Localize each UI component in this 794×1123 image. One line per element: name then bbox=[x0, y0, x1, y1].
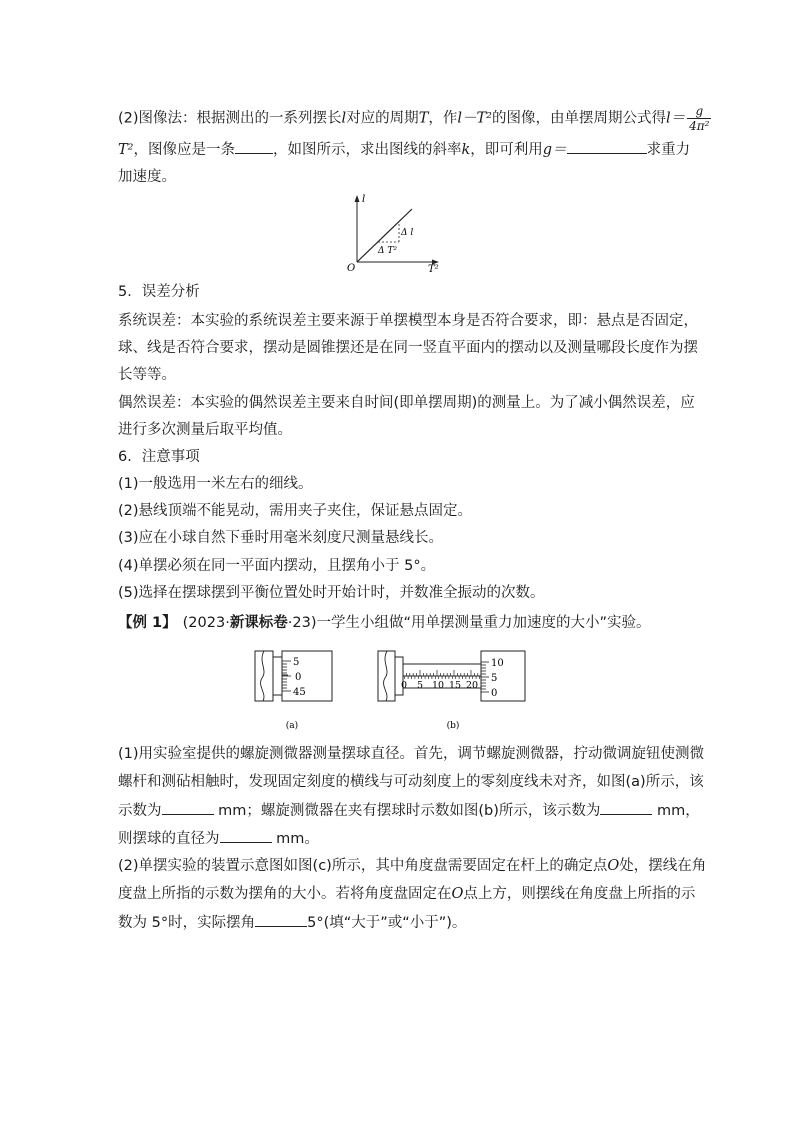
text: (5)选择在摆球摆到平衡位置处时开始计时，并数准全振动的次数。 bbox=[118, 585, 545, 601]
text: ，即可利用 bbox=[470, 142, 543, 158]
text: mm， bbox=[652, 803, 700, 819]
text: (3)应在小球自然下垂时用毫米刻度尺测量悬线长。 bbox=[118, 530, 444, 546]
note-item bbox=[118, 501, 472, 521]
sleeve-tick-label: 15 bbox=[449, 680, 462, 691]
section-6-heading bbox=[118, 447, 200, 467]
text: 求重力 bbox=[646, 142, 691, 158]
x-axis-label: T² bbox=[428, 264, 439, 274]
var-k: k bbox=[461, 142, 471, 158]
sleeve-tick-label: 0 bbox=[401, 680, 408, 691]
thimble-tick-label: 10 bbox=[491, 658, 504, 669]
question-2-line-2 bbox=[118, 884, 695, 904]
text: 点上方，则摆线在角度盘上所指的示 bbox=[463, 886, 696, 902]
point-O: O bbox=[607, 858, 620, 874]
figure-caption: (a) bbox=[285, 721, 299, 731]
tick-label: 5 bbox=[293, 657, 300, 668]
tick-label: 0 bbox=[295, 672, 302, 683]
note-item bbox=[118, 474, 313, 494]
image-method-line-1 bbox=[118, 104, 711, 133]
var-g-eq: g＝ bbox=[542, 142, 567, 158]
text: mm。 bbox=[271, 831, 319, 847]
text: ，作 bbox=[428, 110, 458, 127]
text: 进行多次测量后取平均值。 bbox=[118, 422, 292, 438]
source: ·23) bbox=[287, 615, 317, 631]
y-axis-label: l bbox=[362, 194, 366, 205]
text: 偶然误差：本实验的偶然误差主要来自时间(即单摆周期)的测量上。为了减小偶然误差，应 bbox=[118, 395, 695, 411]
point-O: O bbox=[451, 886, 464, 902]
text: (1)一般选用一米左右的细线。 bbox=[118, 476, 313, 492]
text: 度盘上所指的示数为摆角的大小。若将角度盘固定在 bbox=[118, 886, 452, 902]
sleeve-tick-label: 5 bbox=[417, 680, 424, 691]
text: 数为 5°时，实际摆角 bbox=[118, 915, 256, 931]
note-item bbox=[118, 556, 435, 576]
systematic-error-line-1 bbox=[118, 311, 698, 331]
var-l: l bbox=[341, 110, 347, 127]
text: (2)悬线顶端不能晃动，需用夹子夹住，保证悬点固定。 bbox=[118, 503, 473, 519]
section-5-heading bbox=[118, 282, 200, 302]
image-method-line-3 bbox=[118, 167, 176, 187]
source-exam: 新课标卷 bbox=[229, 615, 288, 631]
accidental-error-line-1 bbox=[118, 393, 695, 413]
source: (2023· bbox=[182, 615, 230, 631]
question-2-line-3 bbox=[118, 912, 466, 933]
sleeve-tick-label: 20 bbox=[466, 680, 479, 691]
question-1-line-1 bbox=[118, 744, 704, 764]
var-T2: T² bbox=[118, 142, 134, 158]
tick-label: 45 bbox=[293, 687, 306, 698]
text: 的图像，由单摆周期公式得 bbox=[491, 110, 666, 127]
text: (2)单摆实验的装置示意图如图(c)所示，其中角度盘需要固定在杆上的确定点 bbox=[118, 858, 608, 874]
text: 螺杆和测砧相触时，发现固定刻度的横线与可动刻度上的零刻度线未对齐，如图(a)所示，该 bbox=[118, 774, 704, 790]
systematic-error-line-3 bbox=[118, 365, 176, 385]
l-T2-graph bbox=[340, 192, 450, 274]
note-item bbox=[118, 583, 545, 603]
text: 系统误差：本实验的系统误差主要来源于单摆模型本身是否符合要求，即：悬点是否固定， bbox=[118, 313, 698, 329]
anvil-frame bbox=[255, 651, 273, 701]
text: ，如图所示，求出图线的斜率 bbox=[272, 142, 462, 158]
example-1-header bbox=[118, 613, 651, 633]
eq-lhs: l＝ bbox=[665, 110, 686, 127]
var-T: T bbox=[418, 110, 429, 127]
question-1-line-3 bbox=[118, 800, 700, 821]
frac-denominator: 4π² bbox=[689, 119, 710, 133]
accidental-error-line-2 bbox=[118, 420, 292, 440]
example-tag: 【例 1】 bbox=[118, 615, 177, 631]
example-intro: 一学生小组做“用单摆测量重力加速度的大小”实验。 bbox=[316, 615, 651, 631]
frac-numerator: g bbox=[687, 104, 711, 119]
text: mm；螺旋测微器在夹有摆球时示数如图(b)所示，该示数为 bbox=[213, 803, 601, 819]
question-2-line-1 bbox=[118, 856, 706, 876]
systematic-error-line-2 bbox=[118, 338, 698, 358]
answer-blank-zero-error[interactable] bbox=[162, 800, 214, 815]
micrometer-figure-a bbox=[254, 648, 334, 734]
answer-blank-angle-compare[interactable] bbox=[255, 912, 307, 927]
text: 则摆球的直径为 bbox=[118, 831, 220, 847]
text: 加速度。 bbox=[118, 169, 176, 185]
question-1-line-2 bbox=[118, 772, 704, 792]
text: (1)用实验室提供的螺旋测微器测量摆球直径。首先，调节螺旋测微器，拧动微调旋钮使测微 bbox=[118, 746, 705, 762]
heading-text: 5．误差分析 bbox=[118, 284, 200, 300]
text: 长等等。 bbox=[118, 367, 176, 383]
anvil-face bbox=[273, 657, 282, 695]
delta-T2-label: Δ T² bbox=[378, 246, 397, 256]
answer-blank-diameter[interactable] bbox=[220, 828, 272, 843]
sleeve-tick-label: 10 bbox=[432, 680, 445, 691]
image-method-line-2 bbox=[118, 139, 690, 160]
heading-text: 6．注意事项 bbox=[118, 449, 200, 465]
answer-blank-line-shape[interactable] bbox=[235, 139, 273, 154]
text: (2)图像法：根据测出的一系列摆长 bbox=[118, 110, 342, 127]
text: 对应的周期 bbox=[346, 110, 419, 127]
text: ，图像应是一条 bbox=[133, 142, 235, 158]
text: 球、线是否符合要求，摆动是圆锥摆还是在同一竖直平面内的摆动以及测量哪段长度作为摆 bbox=[118, 340, 698, 356]
text: (4)单摆必须在同一平面内摆动，且摆角小于 5°。 bbox=[118, 558, 436, 574]
note-item bbox=[118, 528, 443, 548]
figure-caption: (b) bbox=[446, 721, 460, 731]
thimble-tick-label: 5 bbox=[491, 673, 498, 684]
expr-l-T2: l－T² bbox=[457, 110, 492, 127]
y-axis-arrow bbox=[355, 195, 360, 202]
micrometer-figure-b bbox=[377, 648, 527, 734]
question-1-line-4 bbox=[118, 828, 319, 849]
thimble-tick-label: 0 bbox=[491, 688, 498, 699]
text: 示数为 bbox=[118, 803, 162, 819]
fraction-g-over-4pi2 bbox=[687, 104, 711, 133]
text: 处，摆线在角 bbox=[619, 858, 707, 874]
text: 5°(填“大于”或“小于”)。 bbox=[307, 915, 467, 931]
origin-label: O bbox=[347, 263, 356, 274]
answer-blank-g[interactable] bbox=[567, 139, 647, 154]
answer-blank-reading[interactable] bbox=[600, 800, 652, 815]
delta-l-label: Δ l bbox=[401, 228, 414, 238]
